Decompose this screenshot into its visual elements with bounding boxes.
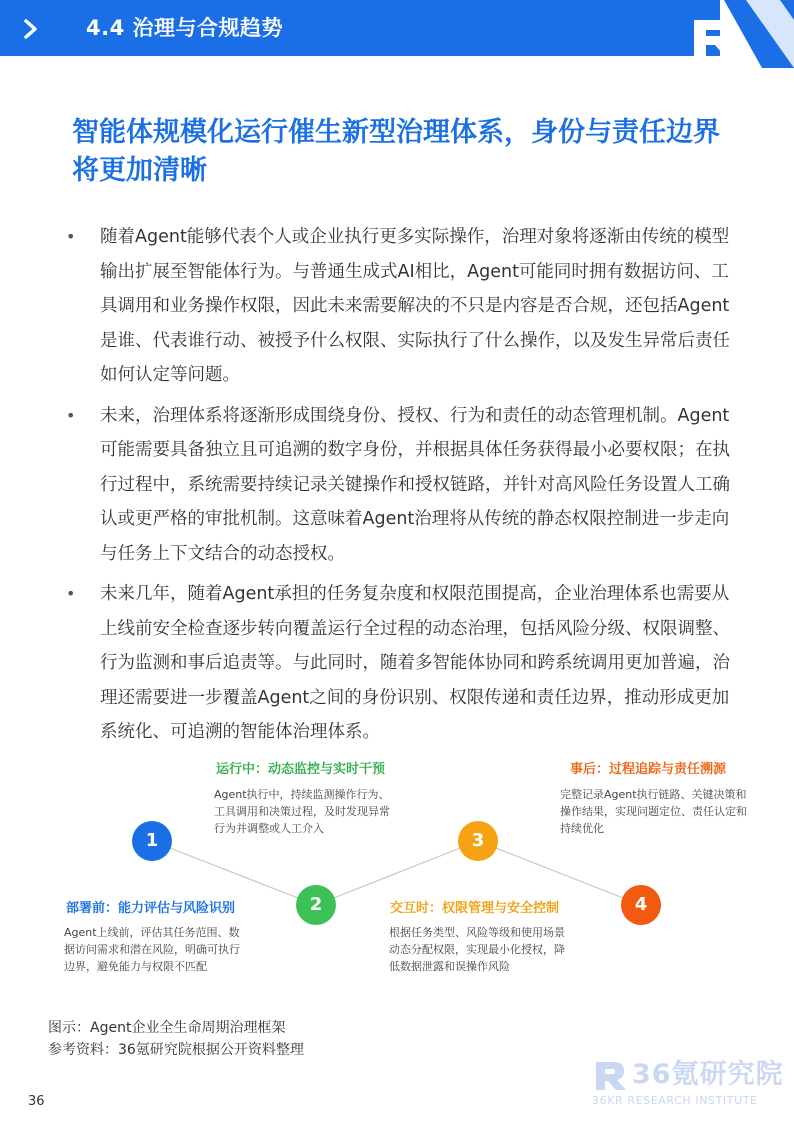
step-1-description: Agent上线前，评估其任务范围、数据访问需求和潜在风险，明确可执行边界，避免能力与权限不匹配 [64,926,240,973]
bullet-item [66,399,734,572]
footer-logo-icon [594,1058,628,1092]
step-2-title: 运行中：动态监控与实时干预 [216,762,386,777]
bullet-dot-icon: • [66,405,76,425]
step-4-description: 完整记录Agent执行链路、关键决策和操作结果，实现问题定位、责任认定和持续优化 [560,788,747,835]
bullet-dot-icon: • [66,227,76,246]
footer-logo [592,1058,784,1110]
bullet-dot-icon: • [66,584,76,603]
bullet-text: 未来，治理体系将逐渐形成围绕身份、授权、行为和责任的动态管理机制。Agent可能需要具备独立且可追溯的数字身份，并根据具体任务获得最小必要权限；在执行过程中，系统需要持续记录关键操作和授权链路，并针对高风险任务设置人工确认或更严格的审批机制。这意味着Agent治理将从传统的静态权限控制进一步走向与任务上下文结合的动态授权。 [100,405,730,564]
bullet-text: 未来几年，随着Agent承担的任务复杂度和权限范围提高，企业治理体系也需要从上线前安全检查逐步转向覆盖运行全过程的动态治理，包括风险分级、权限调整、行为监测和事后追责等。与此同时，随着多智能体协同和跨系统调用更加普遍，治理还需要进一步覆盖Agent之间的身份识别、权限传递和责任边界，推动形成更加系统化、可追溯的智能体治理体系。 [100,584,730,742]
step-2-circle: 2 [296,885,336,925]
footer-logo-text: 36氪研究院 [632,1059,784,1090]
source-note: 参考资料：36氪研究院根据公开资料整理 [48,1042,304,1058]
brand-logo-icon [684,0,794,68]
lifecycle-diagram [40,748,770,1008]
step-4-circle: 4 [621,885,661,925]
bullet-list [66,220,734,756]
step-3-circle: 3 [458,821,498,861]
footer-logo-subtext: 36KR RESEARCH INSTITUTE [592,1094,758,1107]
step-2-description: Agent执行中，持续监测操作行为、工具调用和决策过程，及时发现异常行为并调整或人工介入 [214,788,390,835]
section-title: 4.4 治理与合规趋势 [86,16,284,40]
page-number: 36 [28,1094,45,1109]
step-4-title: 事后：过程追踪与责任溯源 [570,762,727,777]
figure-label: 图示：Agent企业全生命周期治理框架 [48,1020,286,1036]
figure-caption [48,1017,304,1061]
step-1-circle: 1 [132,821,172,861]
step-3-description: 根据任务类型、风险等级和使用场景动态分配权限，实现最小化授权，降低数据泄露和误操作风险 [389,926,565,973]
bullet-text: 随着Agent能够代表个人或企业执行更多实际操作，治理对象将逐渐由传统的模型输出扩展至智能体行为。与普通生成式AI相比，Agent可能同时拥有数据访问、工具调用和业务操作权限，因此未来需要解决的不只是内容是否合规，还包括Agent是谁、代表谁行动、被授予什么权限、实际执行了什么操作，以及发生异常后责任如何认定等问题。 [100,227,730,385]
step-1-title: 部署前：能力评估与风险识别 [66,901,236,916]
bullet-item [66,577,734,750]
page-headline: 智能体规模化运行催生新型治理体系，身份与责任边界将更加清晰 [72,117,720,186]
chevron-right-icon [20,18,42,40]
step-3-title: 交互时：权限管理与安全控制 [390,901,560,916]
bullet-item [66,220,734,393]
